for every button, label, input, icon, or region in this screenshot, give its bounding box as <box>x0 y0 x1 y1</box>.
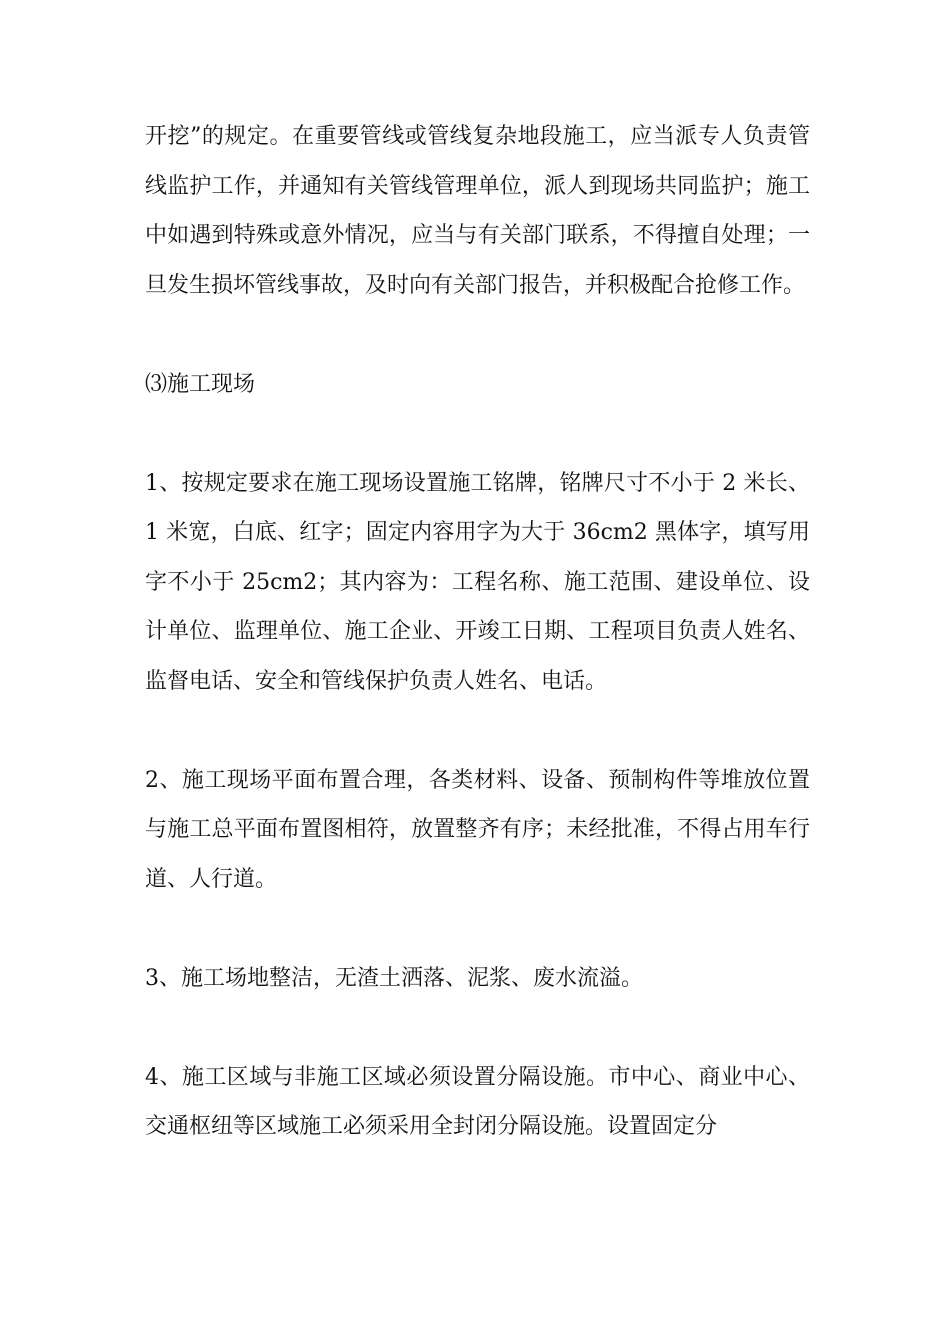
section-heading-construction-site: ⑶施工现场 <box>145 371 256 397</box>
paragraph-spacer <box>145 706 810 756</box>
document-page <box>145 112 810 1152</box>
paragraph-spacer <box>145 1003 810 1053</box>
paragraph-spacer <box>145 310 810 360</box>
paragraph-spacer <box>145 904 810 954</box>
paragraph-item-2-layout: 2、施工现场平面布置合理，各类材料、设备、预制构件等堆放位置与施工总平面布置图相符，放置整齐有序；未经批准，不得占用车行道、人行道。 <box>145 767 810 892</box>
paragraph-item-1-nameplate: 1、按规定要求在施工现场设置施工铭牌，铭牌尺寸不小于 2 米长、1 米宽，白底、红字；固定内容用字为大于 36cm2 黑体字，填写用字不小于 25cm2；其内容为：工程名称、施工范围、建设单位、设计单位、监理单位、施工企业、开竣工日期、工程项目负责人姓名、监督电话、安全和管线保护负责人姓名、电话。 <box>145 470 810 694</box>
paragraph-item-4-separation: 4、施工区域与非施工区域必须设置分隔设施。市中心、商业中心、交通枢纽等区域施工必须采用全封闭分隔设施。设置固定分 <box>145 1064 810 1139</box>
paragraph-pipeline-protection: 开挖”的规定。在重要管线或管线复杂地段施工，应当派专人负责管线监护工作，并通知有关管线管理单位，派人到现场共同监护；施工中如遇到特殊或意外情况，应当与有关部门联系，不得擅自处理；一旦发生损坏管线事故，及时向有关部门报告，并积极配合抢修工作。 <box>145 124 810 298</box>
paragraph-item-3-cleanliness: 3、施工场地整洁，无渣土洒落、泥浆、废水流溢。 <box>145 965 643 991</box>
paragraph-spacer <box>145 409 810 459</box>
